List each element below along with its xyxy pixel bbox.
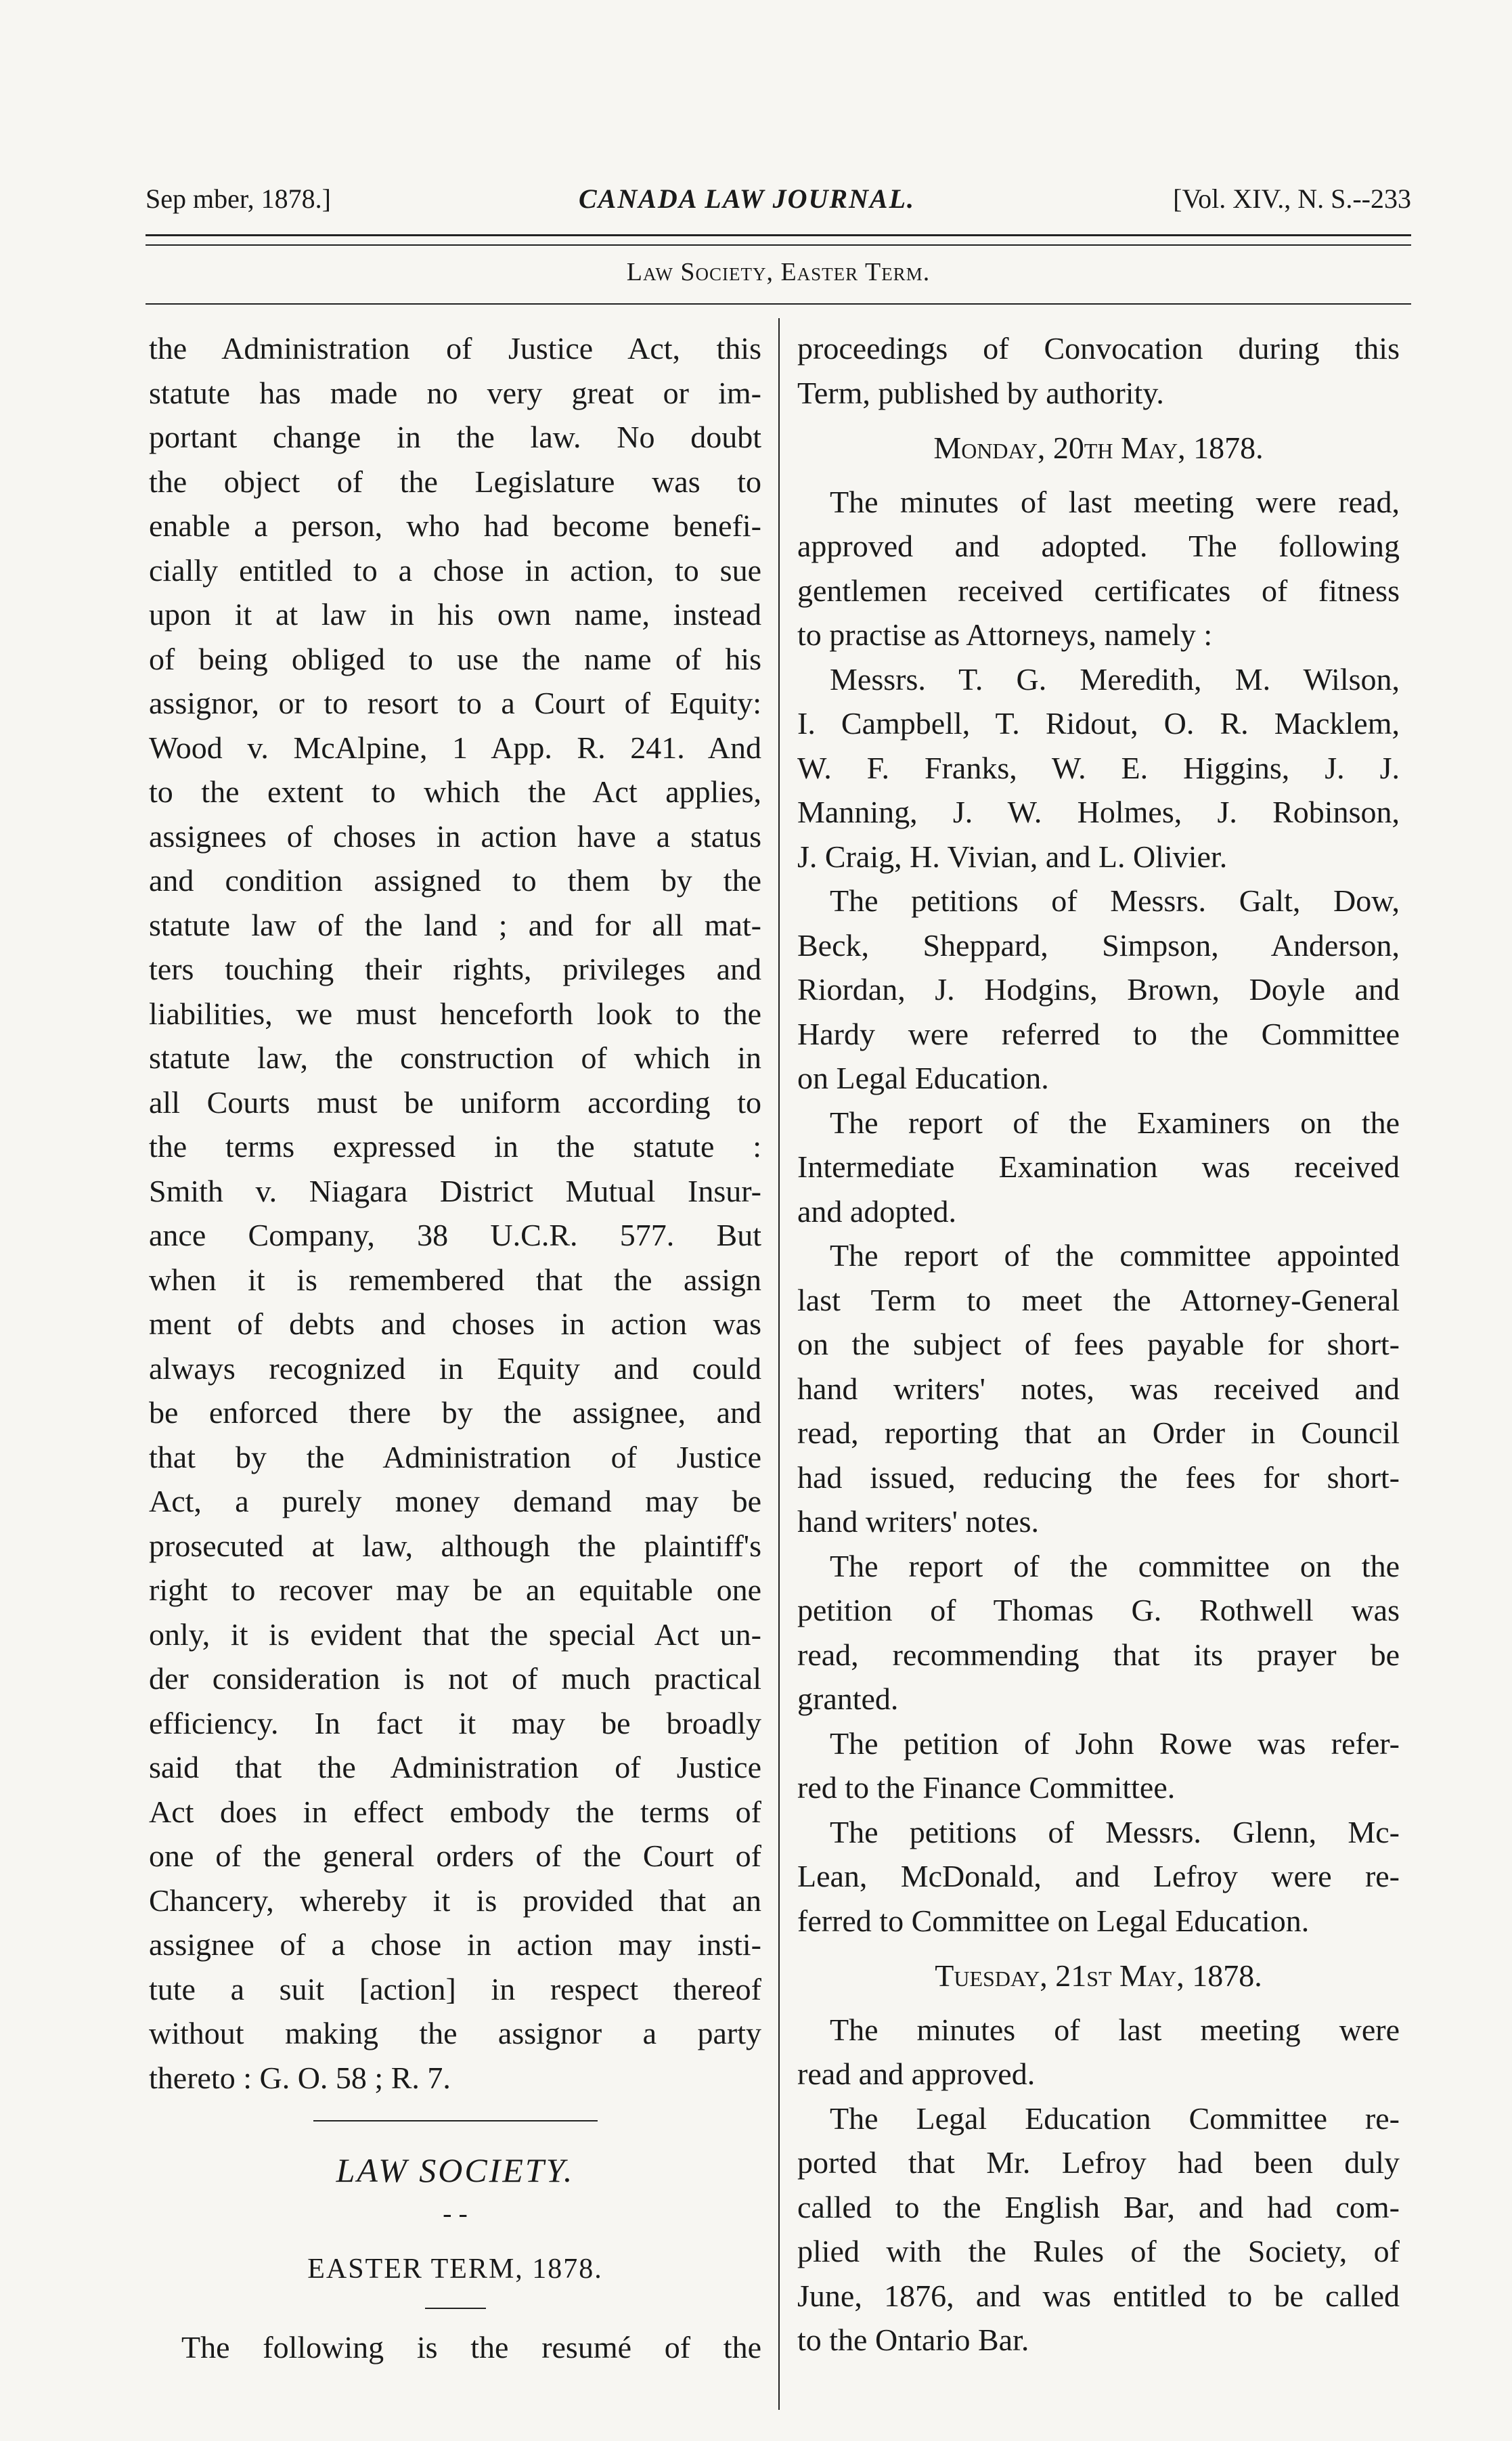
- text-line: to the Ontario Bar.: [797, 2323, 1029, 2357]
- text-line: the object of the Legislature was to: [149, 464, 761, 499]
- text-line: last Term to meet the Attorney-General: [797, 1282, 1400, 1317]
- intro-text: [797, 326, 1400, 415]
- right-column: [797, 326, 1400, 2362]
- text-line: to practise as Attorneys, namely :: [797, 617, 1213, 652]
- text-line: The petitions of Messrs. Glenn, Mc-: [830, 1814, 1400, 1849]
- text-line: when it is remembered that the assign: [149, 1262, 761, 1297]
- header-rule: [146, 303, 1411, 305]
- text-line: right to recover may be an equitable one: [149, 1573, 761, 1607]
- text-line: The minutes of last meeting were: [830, 2012, 1400, 2047]
- text-line: The petition of John Rowe was refer-: [830, 1725, 1400, 1761]
- paragraph: [797, 480, 1400, 657]
- text-line: June, 1876, and was entitled to be called: [797, 2278, 1400, 2313]
- text-line: that by the Administration of Justice: [149, 1439, 761, 1474]
- text-line: the Administration of Justice Act, this: [149, 331, 761, 366]
- page-header: [146, 183, 1411, 223]
- text-line: petition of Thomas G. Rothwell was: [797, 1593, 1400, 1627]
- text-line: Hardy were referred to the Committee: [797, 1016, 1400, 1051]
- text-line: The Legal Education Committee re-: [830, 2101, 1400, 2136]
- paragraph: [797, 1721, 1400, 1810]
- text-line: cially entitled to a chose in action, to sue: [149, 552, 761, 588]
- text-line: had issued, reducing the fees for short-: [797, 1459, 1400, 1495]
- left-column-text: [149, 326, 761, 2100]
- text-line: efficiency. In fact it may be broadly: [149, 1705, 761, 1740]
- text-line: on Legal Education.: [797, 1061, 1049, 1095]
- closing-line: The following is the resumé of the: [181, 2330, 761, 2365]
- text-line: of being obliged to use the name of his: [149, 641, 761, 676]
- text-line: Smith v. Niagara District Mutual Insur-: [149, 1173, 761, 1208]
- text-line: approved and adopted. The following: [797, 529, 1400, 563]
- text-line: proceedings of Convocation during this: [797, 331, 1400, 366]
- section-dashes: - -: [443, 2197, 468, 2228]
- text-line: and condition assigned to them by the: [149, 863, 761, 898]
- text-line: Term, published by authority.: [797, 375, 1164, 410]
- text-line: be enforced there by the assignee, and: [149, 1395, 761, 1430]
- text-line: Riordan, J. Hodgins, Brown, Doyle and: [797, 972, 1400, 1007]
- text-line: without making the assignor a party: [149, 2016, 761, 2050]
- paragraph: [797, 879, 1400, 1101]
- issue-date: Sep mber, 1878.]: [146, 183, 331, 214]
- volume-page: [Vol. XIV., N. S.--233: [1173, 183, 1411, 214]
- text-line: to the extent to which the Act applies,: [149, 774, 761, 809]
- text-line: W. F. Franks, W. E. Higgins, J. J.: [797, 750, 1400, 785]
- text-line: statute law, the construction of which in: [149, 1040, 761, 1075]
- text-line: Intermediate Examination was received: [797, 1149, 1400, 1184]
- text-line: Manning, J. W. Holmes, J. Robinson,: [797, 795, 1400, 829]
- text-line: The report of the committee on the: [830, 1548, 1400, 1583]
- text-line: I. Campbell, T. Ridout, O. R. Macklem,: [797, 706, 1400, 741]
- journal-title: CANADA LAW JOURNAL.: [579, 183, 916, 214]
- text-line: The report of the committee appointed: [830, 1238, 1400, 1273]
- paragraph: [797, 1544, 1400, 1721]
- text-line: read and approved.: [797, 2057, 1036, 2091]
- text-line: read, recommending that its prayer be: [797, 1637, 1400, 1672]
- text-line: The report of the Examiners on the: [830, 1105, 1400, 1140]
- text-line: read, reporting that an Order in Council: [797, 1415, 1400, 1450]
- text-line: Lean, McDonald, and Lefroy were re-: [797, 1859, 1400, 1893]
- text-line: on the subject of fees payable for short-: [797, 1327, 1400, 1361]
- text-line: hand writers' notes, was received and: [797, 1371, 1400, 1406]
- text-line: The minutes of last meeting were read,: [830, 484, 1400, 519]
- text-line: liabilities, we must henceforth look to the: [149, 996, 761, 1031]
- text-line: only, it is evident that the special Act un-: [149, 1617, 761, 1652]
- paragraph: [797, 657, 1400, 879]
- text-line: said that the Administration of Justice: [149, 1750, 761, 1784]
- text-line: plied with the Rules of the Society, of: [797, 2234, 1400, 2268]
- day-heading-monday: Monday, 20th May, 1878.: [933, 431, 1264, 465]
- paragraph: [797, 1233, 1400, 1544]
- text-line: and adopted.: [797, 1193, 957, 1229]
- left-column: [149, 326, 761, 2370]
- text-line: statute law of the land ; and for all mat-: [149, 907, 761, 942]
- monday-proceedings: [797, 480, 1400, 1943]
- text-line: the terms expressed in the statute :: [149, 1129, 761, 1164]
- text-line: Act, a purely money demand may be: [149, 1484, 761, 1518]
- section-title: LAW SOCIETY.: [336, 2151, 575, 2189]
- text-line: The petitions of Messrs. Galt, Dow,: [830, 883, 1400, 918]
- tuesday-proceedings: [797, 2008, 1400, 2362]
- text-line: granted.: [797, 1681, 899, 1716]
- paragraph: [797, 2096, 1400, 2362]
- text-line: thereto : G. O. 58 ; R. 7.: [149, 2060, 451, 2095]
- text-line: assignee of a chose in action may insti-: [149, 1927, 761, 1962]
- section-subtitle: EASTER TERM, 1878.: [307, 2253, 603, 2285]
- text-line: assignees of choses in action have a status: [149, 818, 761, 854]
- day-heading-tuesday: Tuesday, 21st May, 1878.: [935, 1958, 1262, 1993]
- running-title: Law Society, Easter Term.: [626, 258, 931, 286]
- column-divider: [778, 318, 780, 2410]
- text-line: gentlemen received certificates of fitness: [797, 573, 1400, 608]
- text-line: ported that Mr. Lefroy had been duly: [797, 2145, 1400, 2180]
- subtitle-rule: [425, 2308, 486, 2309]
- text-line: called to the English Bar, and had com-: [797, 2189, 1400, 2224]
- text-line: tute a suit [action] in respect thereof: [149, 1971, 761, 2006]
- text-line: Messrs. T. G. Meredith, M. Wilson,: [830, 661, 1400, 697]
- text-line: Act does in effect embody the terms of: [149, 1794, 761, 1829]
- paragraph: [797, 1810, 1400, 1943]
- text-line: Chancery, whereby it is provided that an: [149, 1883, 761, 1918]
- text-line: der consideration is not of much practical: [149, 1661, 761, 1696]
- text-line: hand writers' notes.: [797, 1504, 1040, 1539]
- text-line: Beck, Sheppard, Simpson, Anderson,: [797, 927, 1400, 963]
- text-line: statute has made no very great or im-: [149, 375, 761, 410]
- text-line: portant change in the law. No doubt: [149, 420, 761, 454]
- text-line: red to the Finance Committee.: [797, 1770, 1176, 1805]
- paragraph: [797, 1101, 1400, 1234]
- text-line: ters touching their rights, privileges and: [149, 952, 761, 986]
- text-line: ance Company, 38 U.C.R. 577. But: [149, 1218, 761, 1252]
- paragraph: [797, 2008, 1400, 2096]
- text-line: J. Craig, H. Vivian, and L. Olivier.: [797, 839, 1228, 874]
- text-line: always recognized in Equity and could: [149, 1350, 761, 1386]
- header-double-rule: [146, 234, 1411, 246]
- text-line: prosecuted at law, although the plaintiff's: [149, 1528, 761, 1563]
- text-line: Wood v. McAlpine, 1 App. R. 241. And: [149, 730, 761, 765]
- section-rule: [313, 2120, 598, 2121]
- text-line: ferred to Committee on Legal Education.: [797, 1903, 1310, 1938]
- text-line: all Courts must be uniform according to: [149, 1084, 761, 1120]
- text-line: upon it at law in his own name, instead: [149, 597, 761, 632]
- text-line: ment of debts and choses in action was: [149, 1306, 761, 1341]
- text-line: enable a person, who had become benefi-: [149, 508, 761, 543]
- text-line: one of the general orders of the Court of: [149, 1839, 761, 1873]
- text-line: assignor, or to resort to a Court of Equity:: [149, 686, 761, 720]
